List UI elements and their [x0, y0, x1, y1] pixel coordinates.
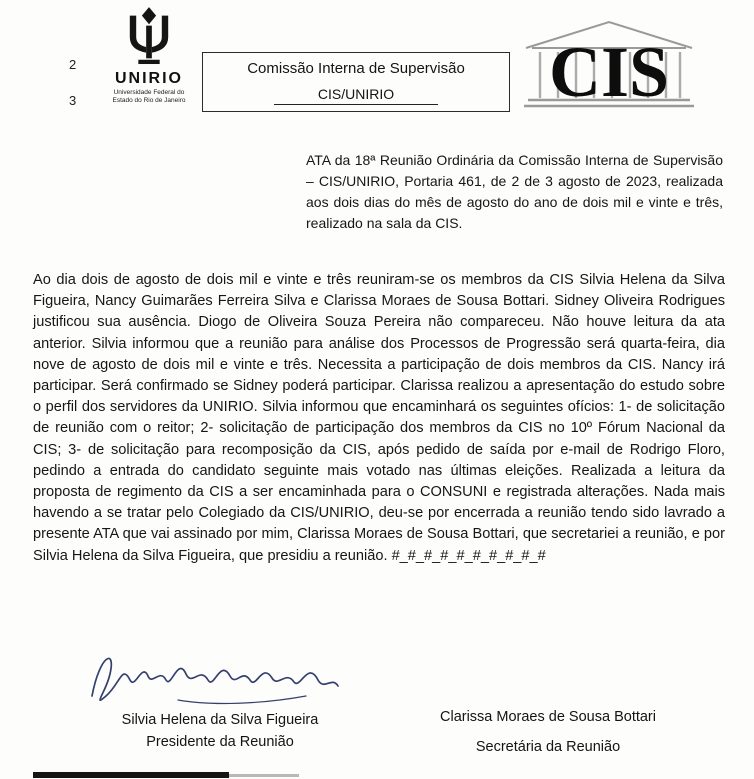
- ata-heading: ATA da 18ª Reunião Ordinária da Comissão Interna de Supervisão – CIS/UNIRIO, Portaria 461, de 2 de 3 agosto de 2023, realizada aos dois dias do mês de agosto do ano de dois mil e vinte e três, realizado na sala da CIS.: [306, 152, 723, 231]
- committee-header-box: [202, 52, 510, 112]
- secretary-role: Secretária da Reunião: [475, 739, 621, 755]
- unirio-subtitle-line1: Universidade Federal do: [113, 89, 185, 96]
- committee-subtitle: CIS/UNIRIO: [274, 86, 438, 105]
- margin-line-number: 2: [69, 57, 77, 72]
- president-role: Presidente da Reunião: [146, 734, 294, 750]
- unirio-subtitle: [92, 89, 206, 104]
- margin-line-number: 3: [69, 93, 77, 108]
- unirio-name: UNIRIO: [115, 70, 183, 87]
- scan-artifact: [33, 772, 229, 778]
- scan-artifact: [229, 774, 299, 777]
- president-name: Silvia Helena da Silva Figueira: [121, 712, 319, 728]
- committee-title: Comissão Interna de Supervisão: [247, 60, 465, 77]
- unirio-logo: [92, 6, 206, 104]
- building-icon: [514, 14, 704, 118]
- ata-body: Ao dia dois de agosto de dois mil e vinte e três reuniram-se os membros da CIS Silvia Helena da Silva Figueira, Nancy Guimarães Ferreira Silva e Clarissa Moraes de Sousa Bottari. Sidney Oliveira Rodrigues justificou sua ausência. Diogo de Oliveira Souza Pereira não compareceu. Não houve leitura da ata anterior. Silvia informou que a reunião para análise dos Processos de Progressão será quarta-feira, dia nove de agosto de dois mil e vinte e três. Necessita a participação de dois membros da CIS. Nancy irá participar. Será confirmado se Sidney poderá participar. Clarissa realizou a apresentação do estudo sobre o perfil dos servidores da UNIRIO. Silvia informou que encaminhará os seguintes ofícios: 1- de solicitação de reunião com o reitor; 2- solicitação de participação dos membros da CIS no 10º Fórum Nacional da CIS; 3- de solicitação para recomposição da CIS, após pedido de saída por e-mail de Rodrigo Floro, pedindo a entrada do candidato seguinte mais votado nas últimas eleições. Realizada a leitura da proposta de regimento da CIS a ser encaminhada para o CONSUNI e registrada alterações. Nada mais havendo a se tratar pelo Colegiado da CIS/UNIRIO, deu-se por encerrada a reunião tendo sido lavrado a presente ATA que vai assinado por mim, Clarissa Moraes de Sousa Bottari, que secretariei a reunião, e por Silvia Helena da Silva Figueira, que presidiu a reunião. #_#_#_#_#_#_#_#_#_#: [33, 272, 725, 564]
- secretary-name: Clarissa Moraes de Sousa Bottari: [440, 709, 656, 725]
- cis-logo-text: CIS: [548, 32, 670, 112]
- unirio-subtitle-line2: Estado do Rio de Janeiro: [112, 96, 186, 104]
- unirio-trident-icon: [117, 6, 181, 68]
- cis-logo: [514, 14, 704, 118]
- signature-image: [82, 640, 344, 714]
